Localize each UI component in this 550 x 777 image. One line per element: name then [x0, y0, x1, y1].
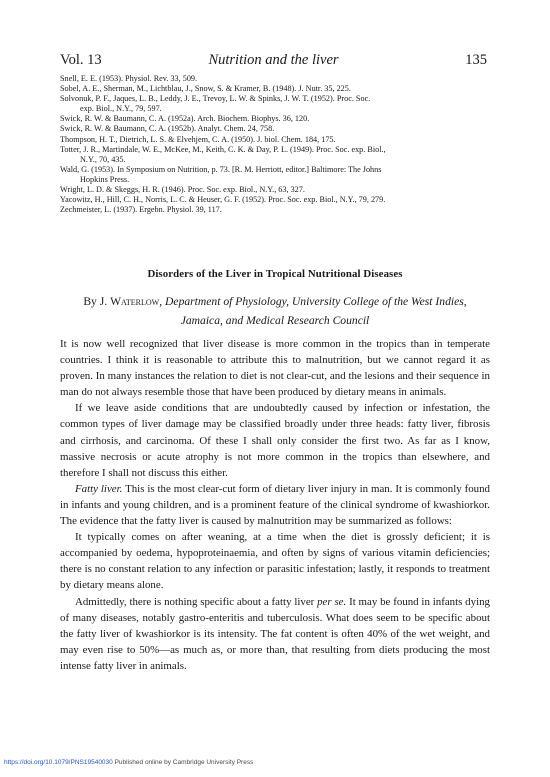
- paragraph-text: Admittedly, there is nothing specific about a fatty liver: [75, 595, 318, 608]
- footer: [4, 759, 253, 766]
- page-number: 135: [465, 52, 487, 68]
- paragraph: [60, 481, 490, 529]
- running-header: [60, 52, 487, 72]
- paragraph: It is now well recognized that liver disease is more common in the tropics than in temperate countries. I think it is reasonable to attribute this to malnutrition, but we cannot regard it as proven. In many instances the relation to diet is not clear-cut, and the lesions and their sequence in man do not always resemble those that have been produced by dietary means in animals.: [60, 338, 490, 399]
- affiliation-line-2: Jamaica, and Medical Research Council: [180, 314, 370, 327]
- reference-line: Wald, G. (1953). In Symposium on Nutrition, p. 73. [R. M. Herriott, editor.] Baltimore: The Johns: [60, 164, 382, 174]
- reference-line: N.Y., 70, 435.: [80, 154, 126, 164]
- running-title: Nutrition and the liver: [208, 52, 339, 68]
- reference-line: Snell, E. E. (1953). Physiol. Rev. 33, 509.: [60, 74, 198, 83]
- reference-line: Thompson, H. T., Dietrich, L. S. & Elvehjem, C. A. (1950). J. biol. Chem. 184, 175.: [60, 134, 336, 144]
- reference-line: Swick, R. W. & Baumann, C. A. (1952b). Analyt. Chem. 24, 758.: [60, 124, 275, 134]
- paragraph: [60, 594, 490, 674]
- author-line: [60, 292, 490, 311]
- reference-line: Sobel, A. E., Sherman, M., Lichtblau, J., Snow, S. & Kramer, B. (1948). J. Nutr. 35, 225.: [60, 84, 351, 94]
- reference-line: Swick, R. W. & Baumann, C. A. (1952a). Arch. Biochem. Biophys. 36, 120.: [60, 114, 310, 124]
- reference-line: Zechmeister, L. (1937). Ergebn. Physiol. 39, 117.: [60, 205, 222, 215]
- author-block: [60, 292, 490, 330]
- reference-line: Wright, L. D. & Skeggs, H. R. (1946). Proc. Soc. exp. Biol., N.Y., 63, 327.: [60, 185, 305, 195]
- author-name: Waterlow,: [110, 295, 163, 308]
- article-body: [60, 336, 490, 674]
- article-title: Disorders of the Liver in Tropical Nutritional Diseases: [147, 268, 403, 280]
- published-note: Published online by Cambridge University Press: [112, 759, 254, 766]
- reference-line: Yacowitz, H., Hill, C. H., Norris, L. C. & Heuser, G. F. (1952). Proc. Soc. exp. Biol., N.Y., 79, 279.: [60, 195, 386, 205]
- italic-term: per se.: [317, 595, 347, 608]
- paragraph-text: This is the most clear-cut form of dietary liver injury in man. It is commonly found in infants and young children, and is a prominent feature of the clinical syndrome of kwashiorkor. The evidence that the fatty liver is caused by malnutrition may be summarized as follows:: [60, 482, 490, 528]
- reference-line: Solvonuk, P. F., Jaques, L. B., Leddy, J. E., Trevoy, L. W. & Spinks, J. W. T. (1952). Proc. Soc.: [60, 94, 371, 104]
- section-heading: Fatty liver.: [75, 482, 123, 495]
- reference-line: Totter, J. R., Martindale, W. E., McKee, M., Keith, C. K. & Day, P. L. (1949). Proc. Soc. exp. Biol.,: [60, 144, 386, 154]
- volume-label: Vol. 13: [60, 52, 102, 68]
- affiliation-line-1: Department of Physiology, University College of the West Indies,: [165, 295, 467, 308]
- reference-line: exp. Biol., N.Y., 79, 597.: [80, 104, 162, 114]
- doi-link[interactable]: https://doi.org/10.1079/PNS19540030: [4, 759, 113, 766]
- reference-line: Hopkins Press.: [80, 174, 130, 184]
- paragraph: It typically comes on after weaning, at a time when the diet is grossly deficient; it is accompanied by oedema, hypoproteinaemia, and often by signs of various vitamin deficiencies; there is no constant relation to any infection or parasitic infestation; lastly, it responds to treatment by dietary means alone.: [60, 531, 490, 592]
- reference-list: [60, 74, 495, 215]
- paragraph: If we leave aside conditions that are undoubtedly caused by infection or infestation, the common types of liver damage may be classified broadly under three heads: fatty liver, fibrosis and cirrhosis, and carcinoma. Of these I shall only consider the first two. As far as I know, massive necrosis or acute atrophy is not more common in the tropics than elsewhere, and therefore I shall not discuss this either.: [60, 402, 490, 479]
- paragraph-text: It may be found in infants dying of many diseases, notably gastro-enteritis and tuberculosis. What does seem to be specific about the fatty liver of kwashiorkor is its intensity. The fat content is often 40% of the wet weight, and may even rise to 50%—as much as, or more than, that resulting from diets producing the most intense fatty liver in animals.: [60, 595, 490, 672]
- author-prefix: By J.: [83, 295, 108, 308]
